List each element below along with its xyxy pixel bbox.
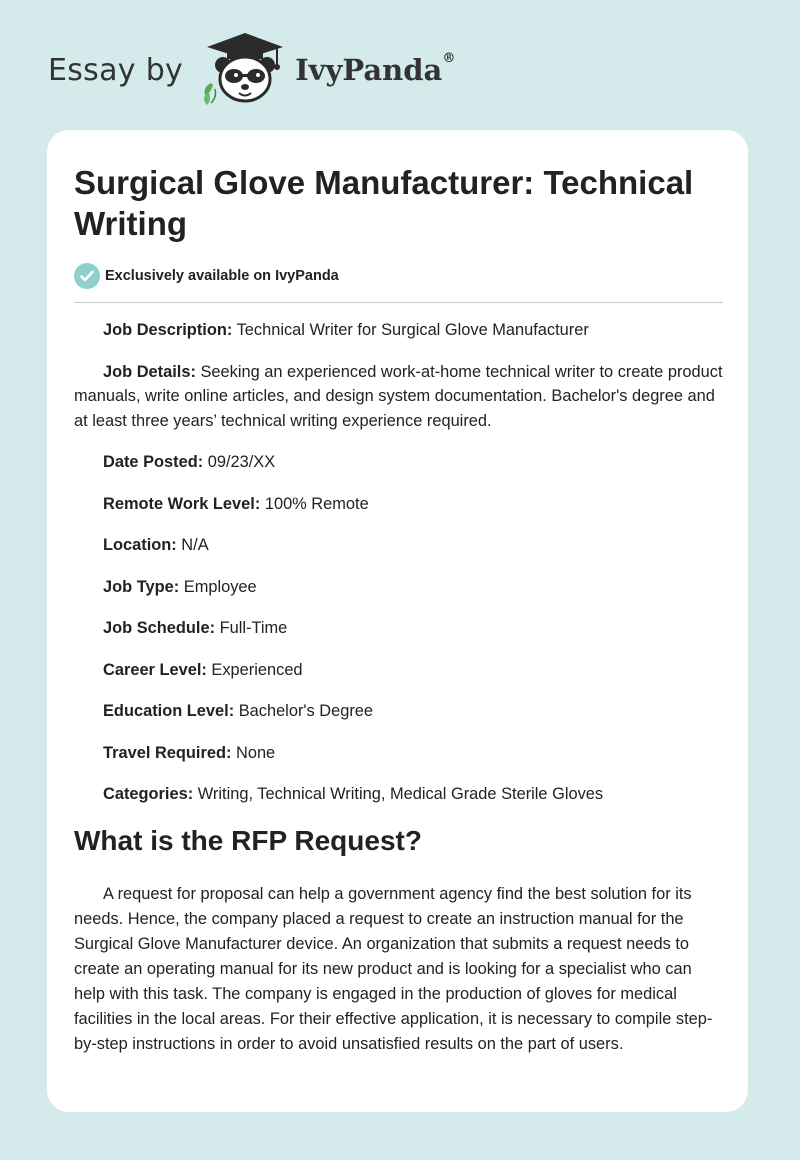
ivy-leaf-icon xyxy=(204,83,216,105)
brand-name[interactable] xyxy=(295,53,455,87)
field-job-schedule xyxy=(74,616,724,641)
field-value: 09/23/XX xyxy=(203,453,276,471)
site-header xyxy=(48,30,648,110)
field-value: Experienced xyxy=(206,660,303,679)
field-value: 100% Remote xyxy=(260,494,369,513)
field-value: Technical Writer for Surgical Glove Manufacturer xyxy=(232,321,589,339)
field-travel-required xyxy=(74,741,724,766)
field-location xyxy=(74,533,724,558)
section-paragraph: A request for proposal can help a government agency find the best solution for its needs. Hence, the company placed a request to create an instruction manual for the Surgical Glove Manufacturer device. An organization that submits a request needs to create an operating manual for its new product and is looking for a specialist who can help with this task. The company is engaged in the production of gloves for medical facilities in the local areas. For their effective application, it is necessary to compile step-by-step instructions in order to avoid unsatisfied results on the part of users. xyxy=(74,884,713,1053)
field-value: Bachelor's Degree xyxy=(234,702,374,720)
field-label: Job Schedule: xyxy=(103,619,216,637)
article-body xyxy=(74,318,724,1057)
field-value: Seeking an experienced work-at-home technical writer to create product manuals, write online articles, and design system documentation. Bachelor's degree and at least three years’ technical writing experience required. xyxy=(74,362,723,430)
field-label: Education Level: xyxy=(103,702,235,720)
check-badge-icon xyxy=(74,263,100,289)
field-label: Job Details: xyxy=(103,362,196,381)
field-label: Date Posted: xyxy=(103,453,204,471)
field-job-details xyxy=(74,360,724,434)
field-label: Categories: xyxy=(103,785,194,803)
field-value: Employee xyxy=(179,577,257,596)
field-label: Remote Work Level: xyxy=(103,494,261,513)
field-remote-work-level xyxy=(74,492,724,517)
field-job-type xyxy=(74,575,724,600)
essay-by-label: Essay by xyxy=(48,52,184,88)
panda-logo-icon[interactable] xyxy=(197,31,293,105)
field-label: Location: xyxy=(103,536,177,554)
field-job-description xyxy=(74,318,724,343)
exclusive-badge xyxy=(74,263,339,289)
field-label: Job Description: xyxy=(103,321,233,339)
page-title: Surgical Glove Manufacturer: Technical Writing xyxy=(74,164,694,242)
section-heading: What is the RFP Request? xyxy=(74,824,422,856)
divider xyxy=(74,302,723,303)
field-value: Writing, Technical Writing, Medical Grade Sterile Gloves xyxy=(193,785,604,803)
field-label: Career Level: xyxy=(103,660,207,679)
field-education-level xyxy=(74,699,724,724)
field-value: None xyxy=(231,743,276,762)
field-label: Job Type: xyxy=(103,577,180,596)
field-categories xyxy=(74,782,724,807)
field-value: Full-Time xyxy=(215,619,288,637)
field-label: Travel Required: xyxy=(103,743,232,762)
field-value: N/A xyxy=(176,536,209,554)
badge-label: Exclusively available on IvyPanda xyxy=(105,268,339,284)
brand-label: IvyPanda xyxy=(295,53,443,87)
field-career-level xyxy=(74,658,724,683)
article-card xyxy=(47,130,748,1112)
registered-mark: ® xyxy=(442,51,456,66)
field-date-posted xyxy=(74,450,724,475)
